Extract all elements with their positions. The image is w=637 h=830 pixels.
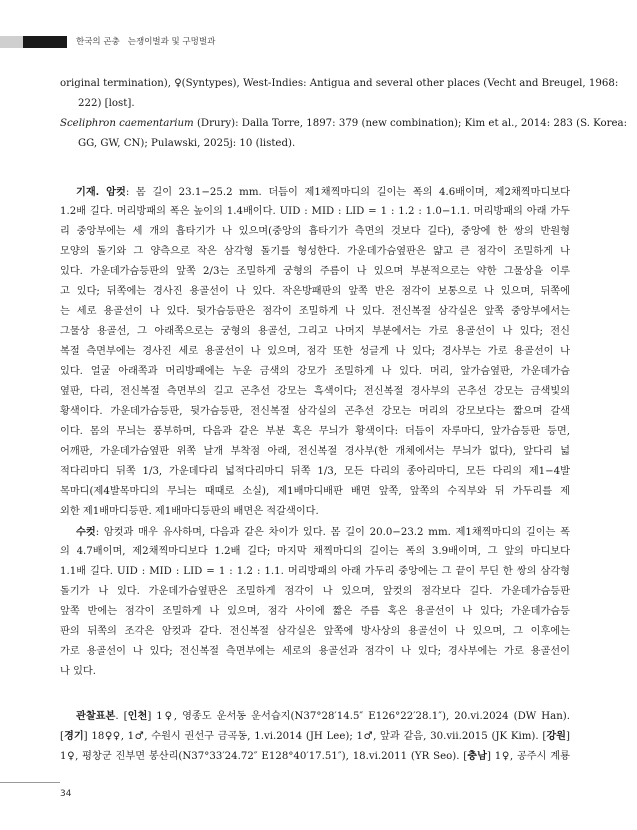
page-number: 34 <box>60 789 72 799</box>
description-line: 는 세로 용골선이 나 있다. 뒷가슴등판은 점각이 조밀하게 나 있다. 전신복절 삼각실은 앞쪽 중앙부에서는 <box>60 306 570 317</box>
description-line: 수컷: 암컷과 매우 유사하며, 다음과 같은 차이가 있다. 몸 길이 20.0−23.2 mm. 제1채찍마디의 길이는 폭 <box>76 526 570 538</box>
description-line: 옆판, 다리, 전신복절 측면부의 길고 곤추선 강모는 흑색이다; 전신복절 경사부의 곤추선 강모는 금색빛의 <box>60 386 570 397</box>
male-label: 수컷 <box>76 526 96 538</box>
description-line: 외한 제1배마디등판. 제1배마디등판의 배면은 적갈색이다. <box>60 506 319 517</box>
material-line: 1♀, 평창군 진부면 봉산리(N37°33′24.72″ E128°40′17.51″), 18.vi.2011 (YR Seo). [충남] 1♀, 공주시 계룡 <box>60 750 570 762</box>
description-line: 이다. 몸의 무늬는 풍부하며, 다음과 같은 부분 혹은 무늬가 황색이다: 더듬이 자루마디, 앞가슴등판 등면, <box>60 426 570 437</box>
footer-rule <box>0 782 60 783</box>
species-name: Sceliphron caementarium <box>60 118 194 129</box>
description-line: 1.1배 길다. UID : MID : LID = 1 : 1.2 : 1.1. 머리방패의 아래 가두리 중앙에는 그 끝이 무딘 한 쌍의 삼각형 <box>60 566 570 577</box>
description-line: 있다. 얼굴 아래쪽과 머리방패에는 누운 금색의 강모가 조밀하게 나 있다. 머리, 앞가슴옆판, 가운데가슴 <box>60 366 570 377</box>
description-line: 어깨판, 가운데가슴옆판 위쪽 날개 부착점 아래, 전신복절 경사부(한 개체에서는 무늬가 없다), 앞다리 넓 <box>60 446 570 457</box>
description-line: 황색이다. 가운데가슴등판, 뒷가슴등판, 전신복절 삼각실의 곤추선 강모는 머리의 강모보다는 짧으며 갈색 <box>60 406 570 417</box>
region-label: 인천 <box>127 710 148 722</box>
book-title: 한국의 곤충 <box>76 37 120 47</box>
section-title: 는쟁이벌과 및 구멍벌과 <box>127 37 216 47</box>
material-label: 관찰표본 <box>76 710 116 722</box>
material-examined <box>60 706 570 766</box>
description-line: 의 4.7배이며, 제2채찍마디보다 1.2배 길다; 마지막 채찍마디의 길이는 폭의 3.9배이며, 그 앞의 마디보다 <box>60 546 570 557</box>
region-label: 경기 <box>63 730 84 742</box>
male-description <box>60 522 570 682</box>
description-line: 모양의 돌기와 그 양측으로 작은 삼각형 돌기를 형성한다. 가운데가슴옆판은 얇고 큰 점각이 조밀하게 나 <box>60 246 570 257</box>
description-line: 그물상 용골선, 그 아래쪽으로는 궁형의 용골선, 그리고 나머지 부분에서는 가로 용골선이 나 있다; 전신 <box>60 326 570 337</box>
reference-line: 222) [lost]. <box>78 98 135 109</box>
female-label: 기재. 암컷 <box>76 186 126 198</box>
synonymy-references <box>60 74 628 154</box>
material-line: 관찰표본. [인천] 1♀, 영종도 운서동 운서습지(N37°28′14.5″ E126°22′28.1″), 20.vi.2024 (DW Han). <box>76 710 570 722</box>
description-line: 돌기가 나 있다. 가운데가슴옆판은 조밀하게 점각이 나 있으며, 앞컷의 점각보다 길다. 가운데가슴등판 <box>60 586 570 597</box>
region-label: 강원 <box>546 730 567 742</box>
running-header <box>76 36 215 48</box>
description-line: 있다. 가운데가슴등판의 앞쪽 2/3는 조밀하게 궁형의 주름이 나 있으며 부분적으로는 약한 그물상을 이루 <box>60 266 570 277</box>
description-line: 복절 측면부에는 경사진 세로 용골선이 나 있으며, 점각 또한 성글게 나 있다; 경사부는 가로 용골선이 나 <box>60 346 570 357</box>
description-line: 목마디(제4발목마디의 무늬는 때때로 소실), 제1배마디배판 배면 앞쪽, 앞쪽의 수직부와 뒤 가두리를 제 <box>60 486 570 497</box>
reference-line: original termination), ♀(Syntypes), West-Indies: Antigua and several other places (Vecht and Breugel, 1968: <box>60 78 619 89</box>
header-black-bar <box>23 36 67 48</box>
description-line: 고 있다; 뒤쪽에는 경사진 용골선이 나 있다. 작은방패판의 앞쪽 반은 점각이 보통으로 나 있으며, 뒤쪽에 <box>60 286 570 297</box>
description-line: 가로 용골선이 나 있다; 전신복절 측면부에는 세로의 용골선과 점각이 나 있다; 경사부에는 가로 용골선이 <box>60 646 570 657</box>
description-line: 기재. 암컷: 몸 길이 23.1−25.2 mm. 더듬이 제1채찍마디의 길이는 폭의 4.6배이며, 제2채찍마디보다 <box>76 186 570 198</box>
header-gray-bar <box>0 36 23 48</box>
description-line: 리 중앙부에는 세 개의 흡타기가 나 있으며(중앙의 흡타기가 측면의 것보다 길다), 중앙에 한 쌍의 반원형 <box>60 226 570 237</box>
material-line: [경기] 18♀♀, 1♂, 수원시 권선구 금곡동, 1.vi.2014 (JH Lee); 1♂, 앞과 같음, 30.vii.2015 (JK Kim). [강원] <box>60 730 570 742</box>
description-line: 앞쪽 반에는 점각이 조밀하게 나 있으며, 점각 사이에 짧은 주름 혹은 용골선이 나 있다; 가운데가슴등 <box>60 606 570 617</box>
description-line: 나 있다. <box>60 666 96 677</box>
female-description <box>60 182 570 522</box>
region-label: 충남 <box>467 750 487 762</box>
description-line: 1.2배 길다. 머리방패의 폭은 높이의 1.4배이다. UID : MID : LID = 1 : 1.2 : 1.0−1.1. 머리방패의 아래 가두 <box>60 206 570 217</box>
description-line: 적다리마디 뒤쪽 1/3, 가운데다리 넓적다리마디 뒤쪽 1/3, 모든 다리의 종아리마디, 모든 다리의 제1−4발 <box>60 466 570 477</box>
reference-line: Sceliphron caementarium (Drury): Dalla Torre, 1897: 379 (new combination); Kim et al., 2014: 283 (S. Korea: <box>60 118 628 129</box>
reference-line: GG, GW, CN); Pulawski, 2025j: 10 (listed). <box>78 138 296 149</box>
description-line: 판의 뒤쪽의 조각은 암컷과 같다. 전신복절 삼각실은 앞쪽에 방사상의 용골선이 나 있으며, 그 이후에는 <box>60 626 570 637</box>
